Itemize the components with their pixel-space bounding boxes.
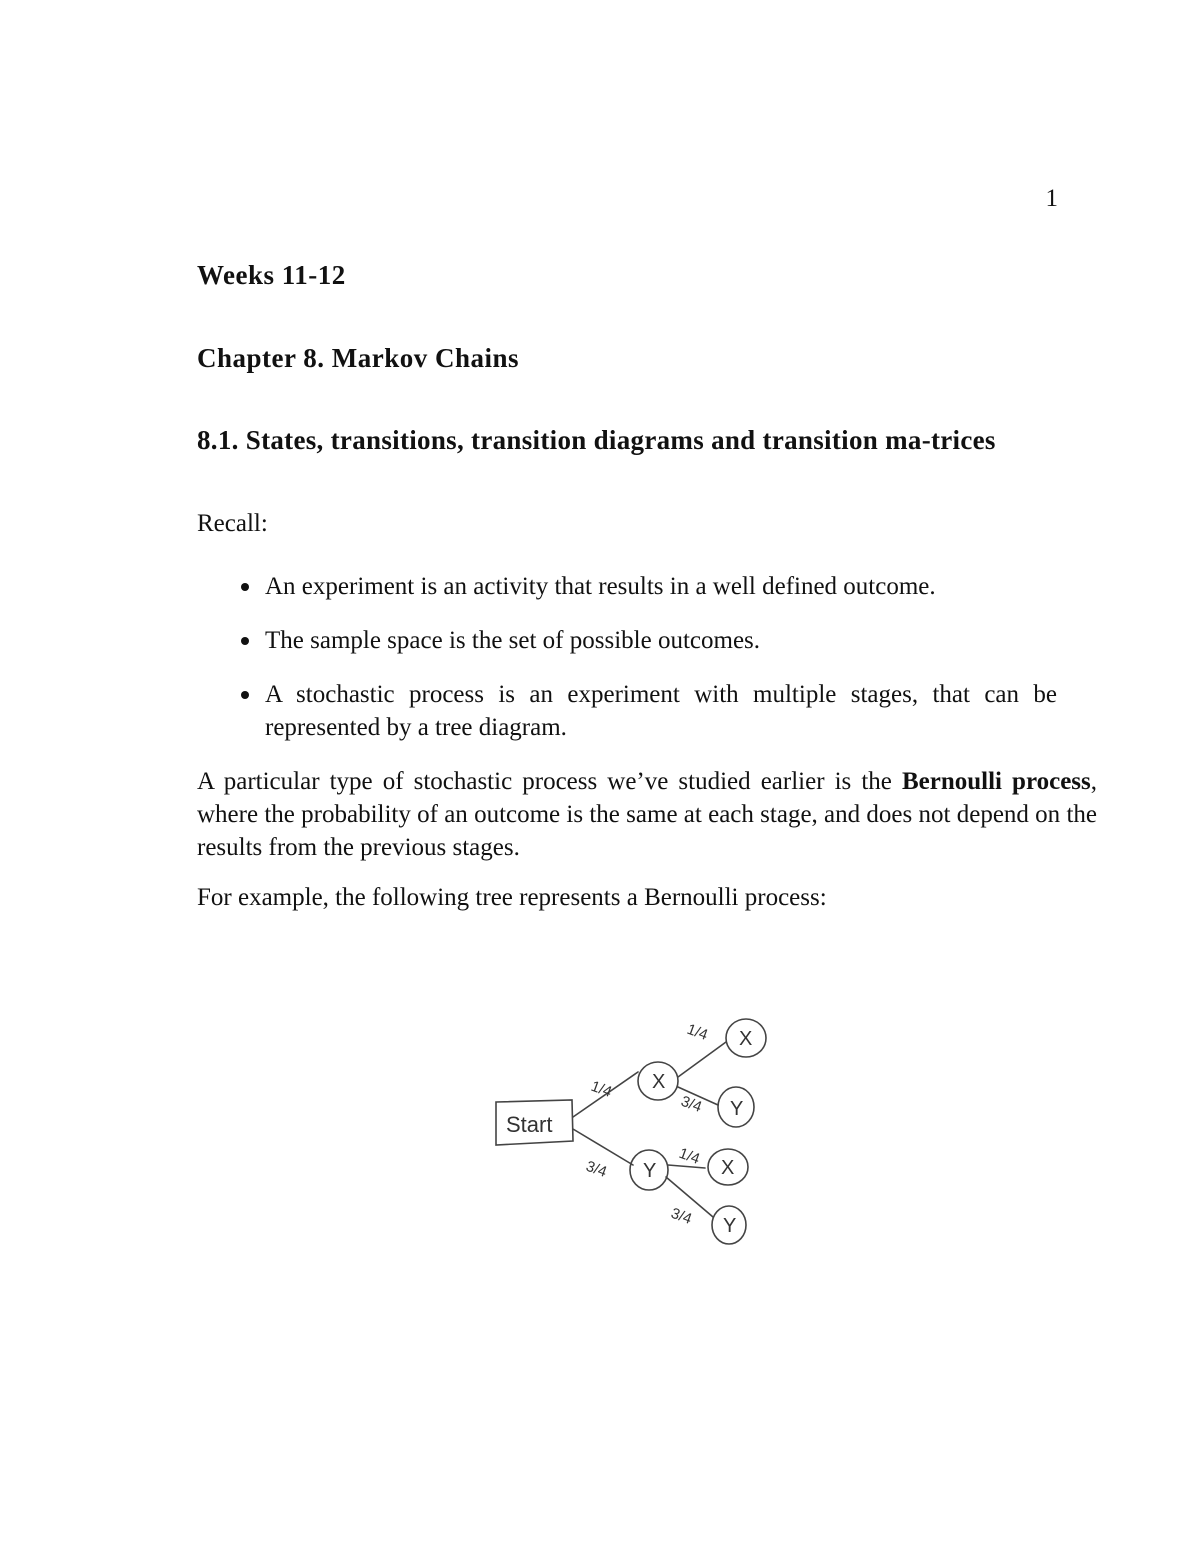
bernoulli-term: Bernoulli process: [901, 768, 1091, 795]
prob-label: 1/4: [684, 1020, 711, 1044]
prob-label: 3/4: [678, 1092, 705, 1116]
recall-list: [197, 570, 1102, 744]
list-item: An experiment is an activity that results in a well defined outcome.: [197, 570, 1057, 603]
node-label: X: [739, 1028, 753, 1050]
example-paragraph: For example, the following tree represents a Bernoulli process:: [197, 884, 827, 911]
page-number: 1: [1045, 185, 1058, 212]
chapter-heading: Chapter 8. Markov Chains: [197, 343, 520, 373]
bernoulli-paragraph: [197, 765, 1097, 864]
list-item: The sample space is the set of possible outcomes.: [197, 624, 1057, 657]
recall-label: Recall:: [197, 510, 268, 537]
node-label: X: [721, 1157, 735, 1179]
paragraph-text: A particular type of stochastic process we’ve studied earlier is the: [197, 768, 902, 795]
node-label: Y: [643, 1160, 657, 1182]
tree-diagram: [480, 1005, 780, 1255]
node-label: Y: [723, 1215, 737, 1237]
paragraph-text: , where the probability of an outcome is the same at each stage, and does not depend on the results from the previous stages.: [197, 768, 1097, 861]
start-label: Start: [506, 1112, 553, 1137]
page-content: [197, 258, 1102, 914]
branch-y-x: [668, 1165, 705, 1168]
list-item: A stochastic process is an experiment with multiple stages, that can be represented by a tree diagram.: [197, 678, 1057, 744]
prob-label: 3/4: [583, 1157, 610, 1181]
branch-start-y: [573, 1129, 633, 1165]
prob-label: 1/4: [676, 1144, 703, 1168]
section-heading: 8.1. States, transitions, transition diagrams and transition ma-trices: [197, 425, 996, 455]
prob-label: 3/4: [668, 1204, 695, 1228]
node-label: Y: [730, 1098, 744, 1120]
prob-label: 1/4: [588, 1077, 615, 1101]
branch-x-x: [678, 1042, 726, 1077]
weeks-heading: Weeks 11-12: [197, 260, 346, 290]
node-label: X: [652, 1071, 666, 1093]
